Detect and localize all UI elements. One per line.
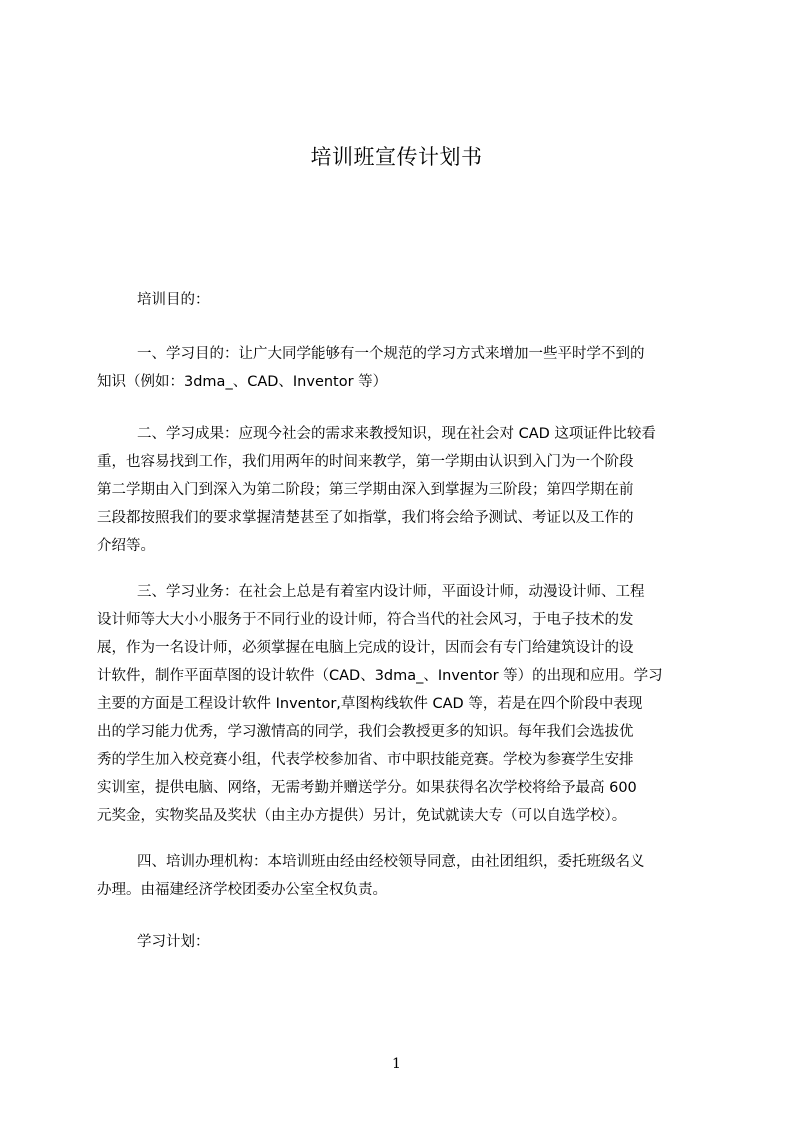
- paragraph-line: 三段都按照我们的要求掌握清楚甚至了如指掌，我们将会给予测试、考证以及工作的: [97, 510, 634, 526]
- page-title: 培训班宣传计划书: [310, 145, 483, 169]
- paragraph-line: 展，作为一名设计师，必须掌握在电脑上完成的设计，因而会有专门给建筑设计的设: [97, 640, 634, 656]
- paragraph-line: 第二学期由入门到深入为第二阶段；第三学期由深入到掌握为三阶段；第四学期在前: [97, 482, 634, 498]
- section-learning-business: [97, 578, 703, 830]
- paragraph-line: 知识（例如：3dma_、CAD、Inventor 等）: [97, 374, 388, 390]
- training-purpose-label: 培训目的：: [137, 292, 210, 308]
- paragraph-line: 秀的学生加入校竞赛小组，代表学校参加省、市中职技能竞赛。学校为参赛学生安排: [97, 752, 634, 768]
- paragraph-line: 办理。由福建经济学校团委办公室全权负责。: [97, 882, 387, 898]
- paragraph-line: 重，也容易找到工作，我们用两年的时间来教学，第一学期由认识到入门为一个阶段: [97, 454, 634, 470]
- study-plan-label: 学习计划：: [137, 934, 210, 950]
- paragraph-line: 一、学习目的：让广大同学能够有一个规范的学习方式来增加一些平时学不到的: [137, 346, 645, 362]
- paragraph-line: 主要的方面是工程设计软件 Inventor,草图构线软件 CAD 等，若是在四个阶段中表现: [97, 696, 643, 712]
- paragraph-line: 实训室，提供电脑、网络，无需考勤并赠送学分。如果获得名次学校将给予最高 600: [97, 780, 637, 796]
- paragraph-line: 介绍等。: [97, 538, 155, 554]
- section-training-organization: [97, 848, 703, 904]
- paragraph-line: 设计师等大大小小服务于不同行业的设计师，符合当代的社会风习，于电子技术的发: [97, 612, 634, 628]
- page-number: 1: [392, 1056, 401, 1072]
- paragraph-line: 出的学习能力优秀，学习激情高的同学，我们会教授更多的知识。每年我们会选拔优: [97, 724, 634, 740]
- paragraph-line: 元奖金，实物奖品及奖状（由主办方提供）另计，免试就读大专（可以自选学校）。: [97, 808, 627, 824]
- section-learning-outcomes: [97, 420, 703, 560]
- paragraph-line: 三、学习业务：在社会上总是有着室内设计师，平面设计师，动漫设计师、工程: [137, 584, 645, 600]
- paragraph-line: 四、培训办理机构：本培训班由经由经校领导同意，由社团组织，委托班级名义: [137, 854, 645, 870]
- section-learning-purpose: [97, 340, 703, 396]
- paragraph-line: 计软件，制作平面草图的设计软件（CAD、3dma_、Inventor 等）的出现和应用。学习: [97, 668, 663, 684]
- paragraph-line: 二、学习成果：应现今社会的需求来教授知识，现在社会对 CAD 这项证件比较看: [137, 426, 656, 442]
